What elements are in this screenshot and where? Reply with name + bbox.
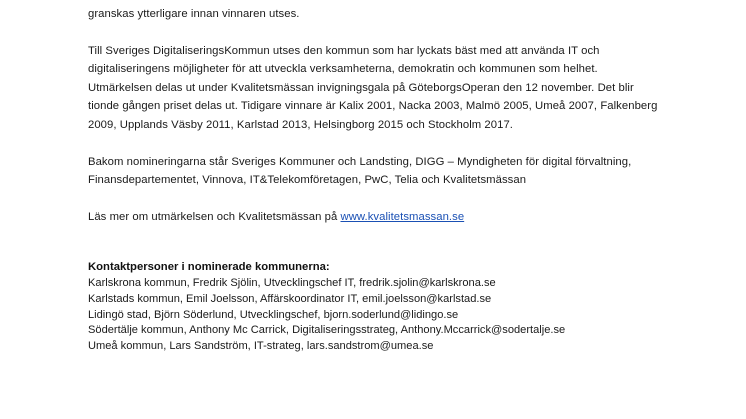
paragraph-gap-2 xyxy=(88,135,658,153)
paragraph-gap-1 xyxy=(88,24,658,42)
kvalitetsmassan-link[interactable]: www.kvalitetsmassan.se xyxy=(340,210,465,223)
document-body xyxy=(88,0,658,354)
contacts-gap xyxy=(88,226,658,258)
read-more-line xyxy=(88,208,658,227)
paragraph-award-description: Till Sveriges DigitaliseringsKommun utses den kommun som har lyckats bäst med att använda IT och digitaliseringens möjligheter för att utveckla verksamheterna, demokratin och kommunen som helhet. Utmärkelsen delas ut under Kvalitetsmässan invigningsgala på GöteborgsOperan den 12 november. Det blir tionde gången priset delas ut. Tidigare vinnare är Kalix 2001, Nacka 2003, Malmö 2005, Umeå 2007, Falkenberg 2009, Upplands Väsby 2011, Karlstad 2013, Helsingborg 2015 och Stockholm 2017. xyxy=(88,44,658,131)
contact-line-karlskrona: Karlskrona kommun, Fredrik Sjölin, Utvecklingschef IT, fredrik.sjolin@karlskrona.se xyxy=(88,277,496,290)
contact-line-karlstad: Karlstads kommun, Emil Joelsson, Affärskoordinator IT, emil.joelsson@karlstad.se xyxy=(88,292,492,305)
contact-line-sodertalje: Södertälje kommun, Anthony Mc Carrick, Digitaliseringsstrateg, Anthony.Mccarrick@sodertalje.se xyxy=(88,324,566,337)
contact-line-umea: Umeå kommun, Lars Sandström, IT-strateg, lars.sandstrom@umea.se xyxy=(88,339,434,352)
paragraph-gap-3 xyxy=(88,190,658,208)
contacts-heading: Kontaktpersoner i nominerade kommunerna: xyxy=(88,261,330,274)
contact-line-lidingo: Lidingö stad, Björn Söderlund, Utvecklingschef, bjorn.soderlund@lidingo.se xyxy=(88,308,459,321)
paragraph-continuation: granskas ytterligare innan vinnaren utses. xyxy=(88,8,300,20)
read-more-prefix: Läs mer om utmärkelsen och Kvalitetsmässan på xyxy=(88,210,341,223)
paragraph-organizers: Bakom nomineringarna står Sveriges Kommuner och Landsting, DIGG – Myndigheten för digital förvaltning, Finansdepartementet, Vinnova, IT&Telekomföretagen, PwC, Telia och Kvalitetsmässan xyxy=(88,155,632,187)
